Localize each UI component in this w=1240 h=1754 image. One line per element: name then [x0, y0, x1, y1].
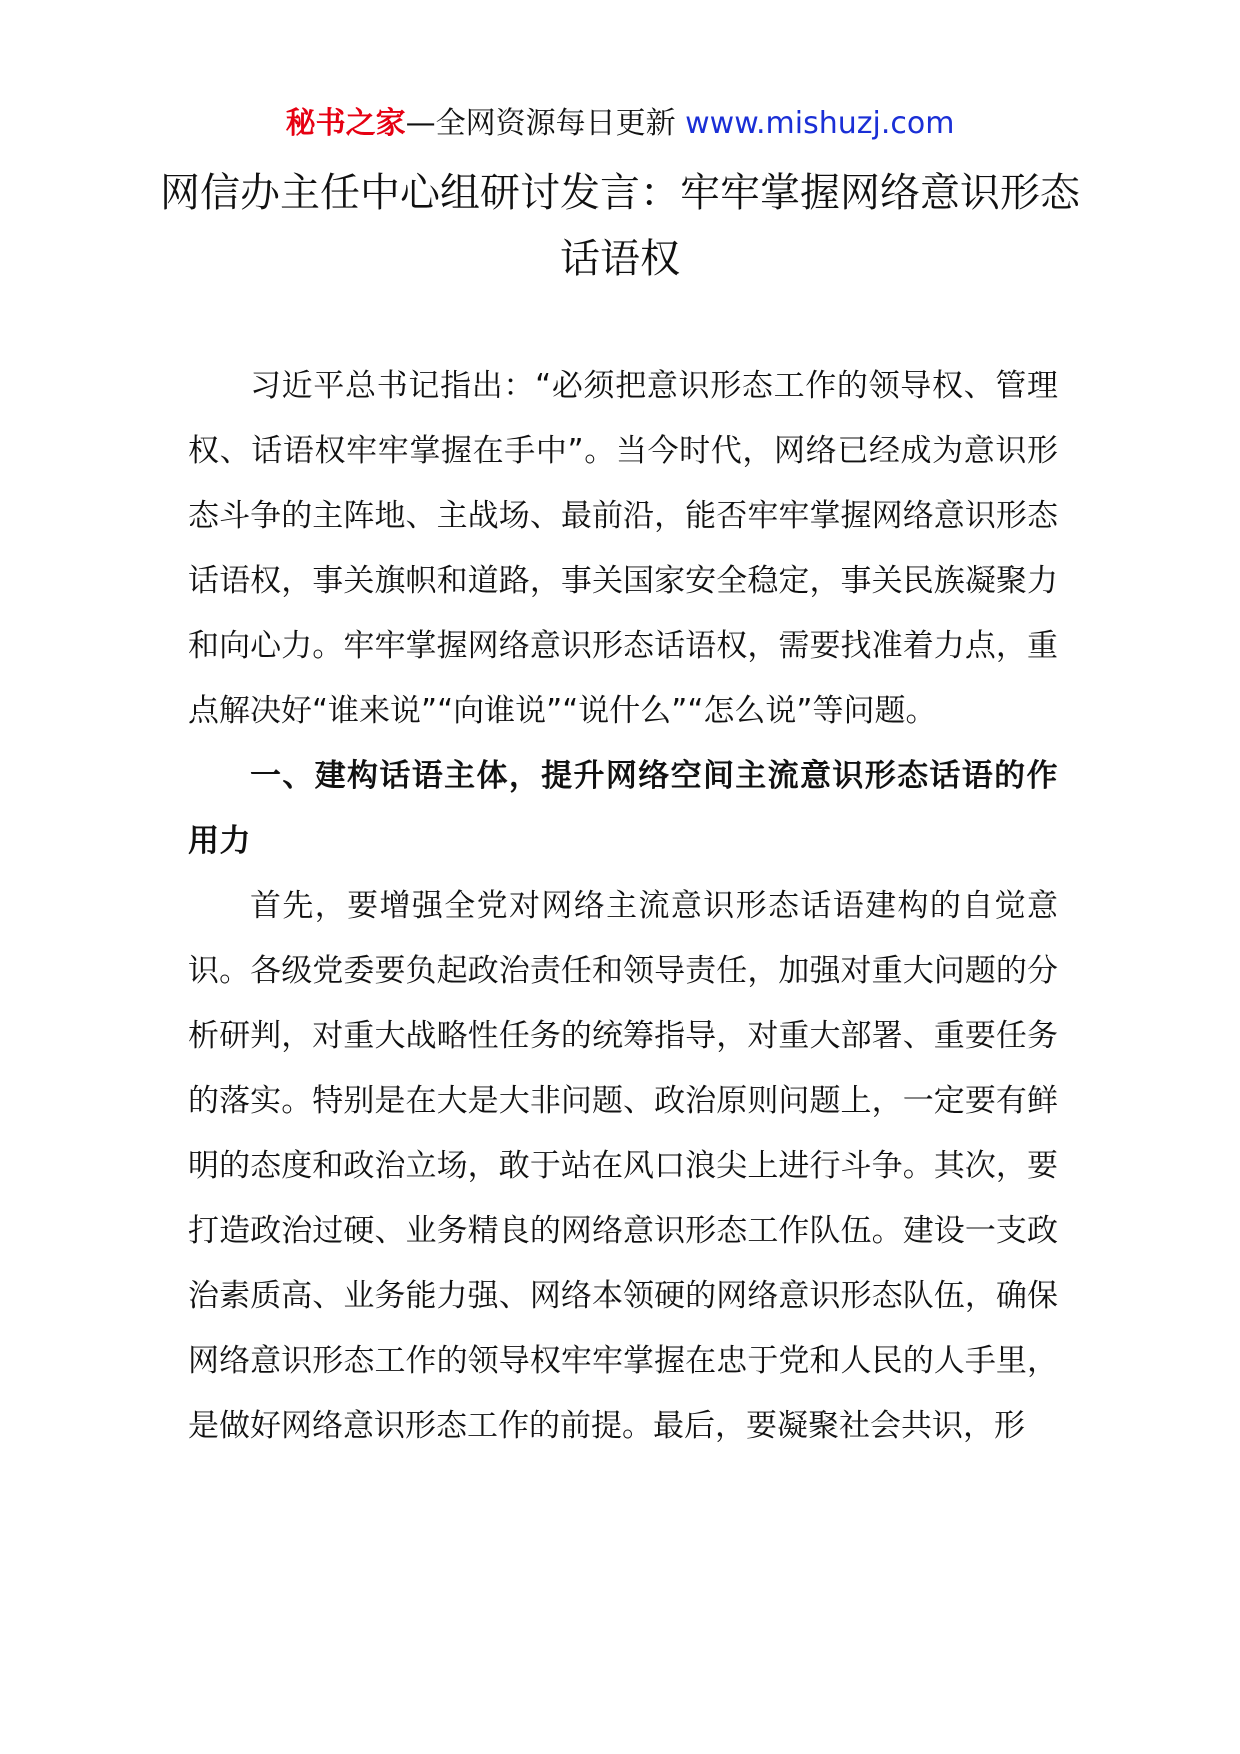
site-header: [0, 100, 1240, 148]
body-paragraph: 首先，要增强全党对网络主流意识形态话语建构的自觉意识。各级党委要负起政治责任和领导责任，加强对重大问题的分析研判，对重大战略性任务的统筹指导，对重大部署、重要任务的落实。特别是在大是大非问题、政治原则问题上，一定要有鲜明的态度和政治立场，敢于站在风口浪尖上进行斗争。其次，要打造政治过硬、业务精良的网络意识形态工作队伍。建设一支政治素质高、业务能力强、网络本领硬的网络意识形态队伍，确保网络意识形态工作的领导权牢牢掌握在忠于党和人民的人手里，是做好网络意识形态工作的前提。最后，要凝聚社会共识，形: [188, 888, 1058, 1444]
header-tagline: —全网资源每日更新: [405, 106, 676, 141]
site-url-link[interactable]: www.mishuzj.com: [685, 106, 955, 141]
section-heading-1: 一、建构话语主体，提升网络空间主流意识形态话语的作用力: [188, 758, 1058, 859]
intro-paragraph: 习近平总书记指出：“必须把意识形态工作的领导权、管理权、话语权牢牢掌握在手中”。当今时代，网络已经成为意识形态斗争的主阵地、主战场、最前沿，能否牢牢掌握网络意识形态话语权，事关旗帜和道路，事关国家安全稳定，事关民族凝聚力和向心力。牢牢掌握网络意识形态话语权，需要找准着力点，重点解决好“谁来说”“向谁说”“说什么”“怎么说”等问题。: [188, 368, 1058, 729]
document-body: [188, 354, 1058, 1459]
brand-name: 秘书之家: [285, 106, 406, 141]
document-title: 网信办主任中心组研讨发言：牢牢掌握网络意识形态话语权: [160, 170, 1080, 282]
